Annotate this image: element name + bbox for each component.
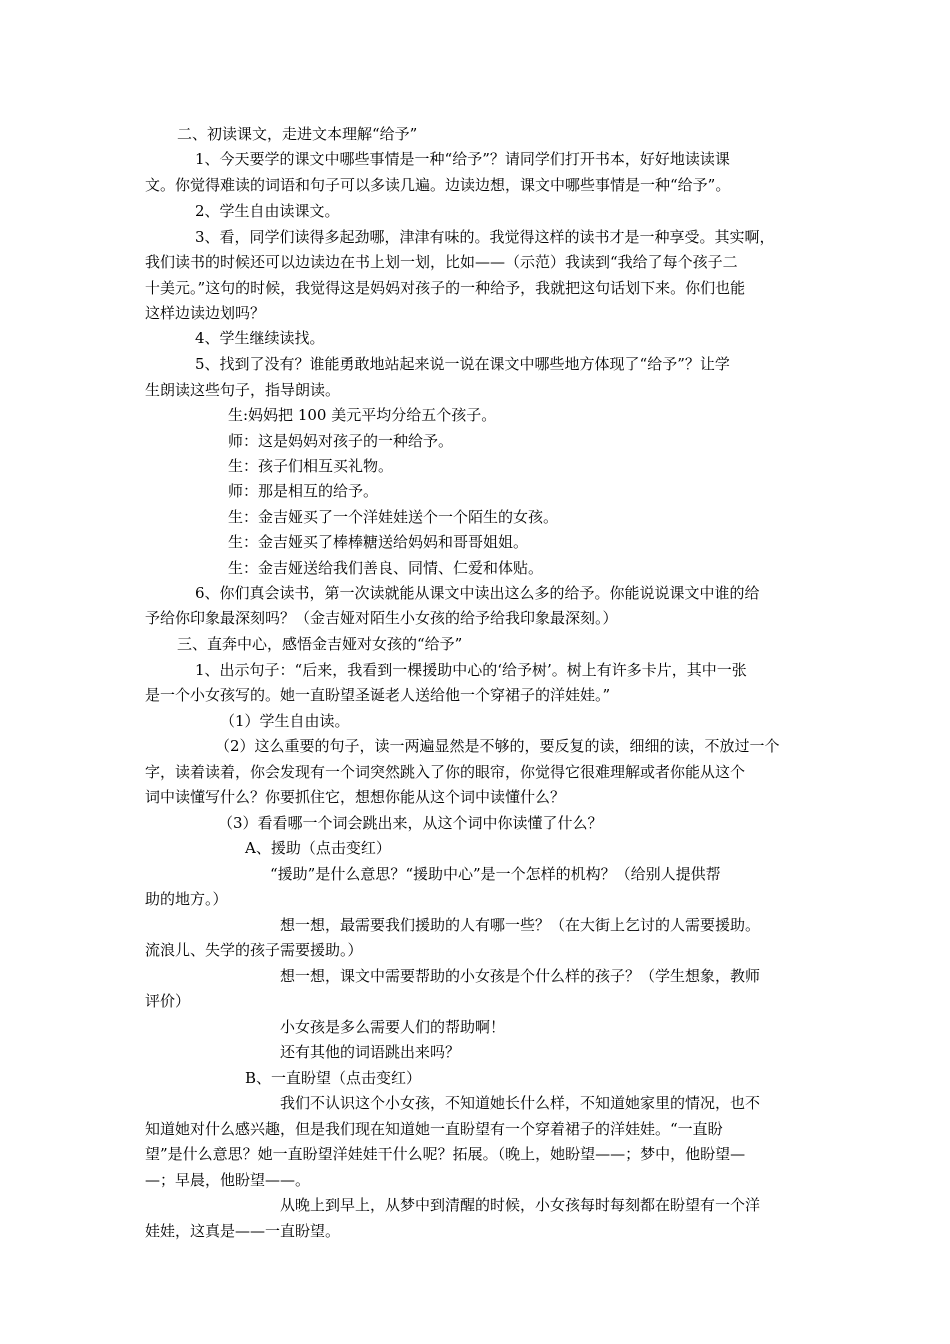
- paragraph-line: （3）看看哪一个词会跳出来，从这个词中你读懂了什么？: [218, 814, 603, 832]
- paragraph-line: 想一想，最需要我们援助的人有哪一些？（在大街上乞讨的人需要援助。: [280, 916, 761, 934]
- paragraph-line: 1、出示句子：“后来，我看到一棵援助中心的‘给予树’。树上有许多卡片，其中一张: [195, 661, 747, 679]
- paragraph-line: 从晚上到早上，从梦中到清醒的时候，小女孩每时每刻都在盼望有一个洋: [280, 1196, 761, 1214]
- paragraph-line: 我们不认识这个小女孩，不知道她长什么样，不知道她家里的情况，也不: [280, 1094, 761, 1112]
- paragraph-line: 这样边读边划吗？: [145, 304, 266, 322]
- subheading-a: A、援助（点击变红）: [245, 839, 391, 857]
- paragraph-line: 我们读书的时候还可以边读边在书上划一划，比如——（示范）我读到“我给了每个孩子二: [145, 253, 738, 271]
- paragraph-line: —；早晨，他盼望——。: [145, 1171, 311, 1189]
- paragraph-line: （1）学生自由读。: [220, 712, 350, 730]
- paragraph-line: “援助”是什么意思？“援助中心”是一个怎样的机构？（给别人提供帮: [270, 865, 721, 883]
- paragraph-line: 5、找到了没有？谁能勇敢地站起来说一说在课文中哪些地方体现了“给予”？让学: [195, 355, 730, 373]
- paragraph-line: 流浪儿、失学的孩子需要援助。）: [145, 941, 363, 959]
- section-heading-3: 三、直奔中心，感悟金吉娅对女孩的“给予”: [177, 635, 463, 653]
- paragraph-line: 予给你印象最深刻吗？（金吉娅对陌生小女孩的给予给我印象最深刻。）: [145, 609, 618, 627]
- paragraph-line: 2、学生自由读课文。: [195, 202, 340, 220]
- paragraph-line: 1、今天要学的课文中哪些事情是一种“给予”？请同学们打开书本，好好地读读课: [195, 150, 730, 168]
- paragraph-line: 3、看，同学们读得多起劲哪，津津有味的。我觉得这样的读书才是一种享受。其实啊，: [195, 228, 775, 246]
- paragraph-line: 十美元。”这句的时候，我觉得这是妈妈对孩子的一种给予，我就把这句话划下来。你们也能: [145, 279, 746, 297]
- paragraph-line: 评价）: [145, 992, 191, 1010]
- dialogue-line: 师：那是相互的给予。: [228, 482, 379, 500]
- paragraph-line: 是一个小女孩写的。她一直盼望圣诞老人送给他一个穿裙子的洋娃娃。”: [145, 686, 611, 704]
- paragraph-line: 望”是什么意思？她一直盼望洋娃娃干什么呢？拓展。（晚上，她盼望——；梦中，他盼望—: [145, 1145, 746, 1163]
- dialogue-line: 生：金吉娅送给我们善良、同情、仁爱和体贴。: [228, 559, 544, 577]
- paragraph-line: 4、学生继续读找。: [195, 329, 325, 347]
- paragraph-line: 助的地方。）: [145, 890, 228, 908]
- paragraph-line: 还有其他的词语跳出来吗？: [280, 1043, 461, 1061]
- dialogue-line: 生：孩子们相互买礼物。: [228, 457, 394, 475]
- paragraph-line: 词中读懂写什么？你要抓住它，想想你能从这个词中读懂什么？: [145, 788, 566, 806]
- dialogue-line: 生：金吉娅买了一个洋娃娃送个一个陌生的女孩。: [228, 508, 559, 526]
- dialogue-line: 生:妈妈把 100 美元平均分给五个孩子。: [228, 406, 497, 424]
- subheading-b: B、一直盼望（点击变红）: [245, 1069, 422, 1087]
- paragraph-line: 生朗读这些句子，指导朗读。: [145, 381, 341, 399]
- paragraph-line: （2）这么重要的句子，读一两遍显然是不够的，要反复的读，细细的读，不放过一个: [215, 737, 780, 755]
- section-heading-2: 二、初读课文，走进文本理解“给予”: [177, 125, 418, 143]
- paragraph-line: 6、你们真会读书，第一次读就能从课文中读出这么多的给予。你能说说课文中谁的给: [195, 584, 760, 602]
- dialogue-line: 师：这是妈妈对孩子的一种给予。: [228, 432, 454, 450]
- paragraph-line: 想一想，课文中需要帮助的小女孩是个什么样的孩子？（学生想象，教师: [280, 967, 761, 985]
- paragraph-line: 文。你觉得难读的词语和句子可以多读几遍。边读边想，课文中哪些事情是一种“给予”。: [145, 176, 731, 194]
- dialogue-line: 生：金吉娅买了棒棒糖送给妈妈和哥哥姐姐。: [228, 533, 529, 551]
- paragraph-line: 字，读着读着，你会发现有一个词突然跳入了你的眼帘，你觉得它很难理解或者你能从这个: [145, 763, 746, 781]
- paragraph-line: 娃娃，这真是——一直盼望。: [145, 1222, 341, 1240]
- paragraph-line: 知道她对什么感兴趣，但是我们现在知道她一直盼望有一个穿着裙子的洋娃娃。“一直盼: [145, 1120, 723, 1138]
- paragraph-line: 小女孩是多么需要人们的帮助啊！: [280, 1018, 506, 1036]
